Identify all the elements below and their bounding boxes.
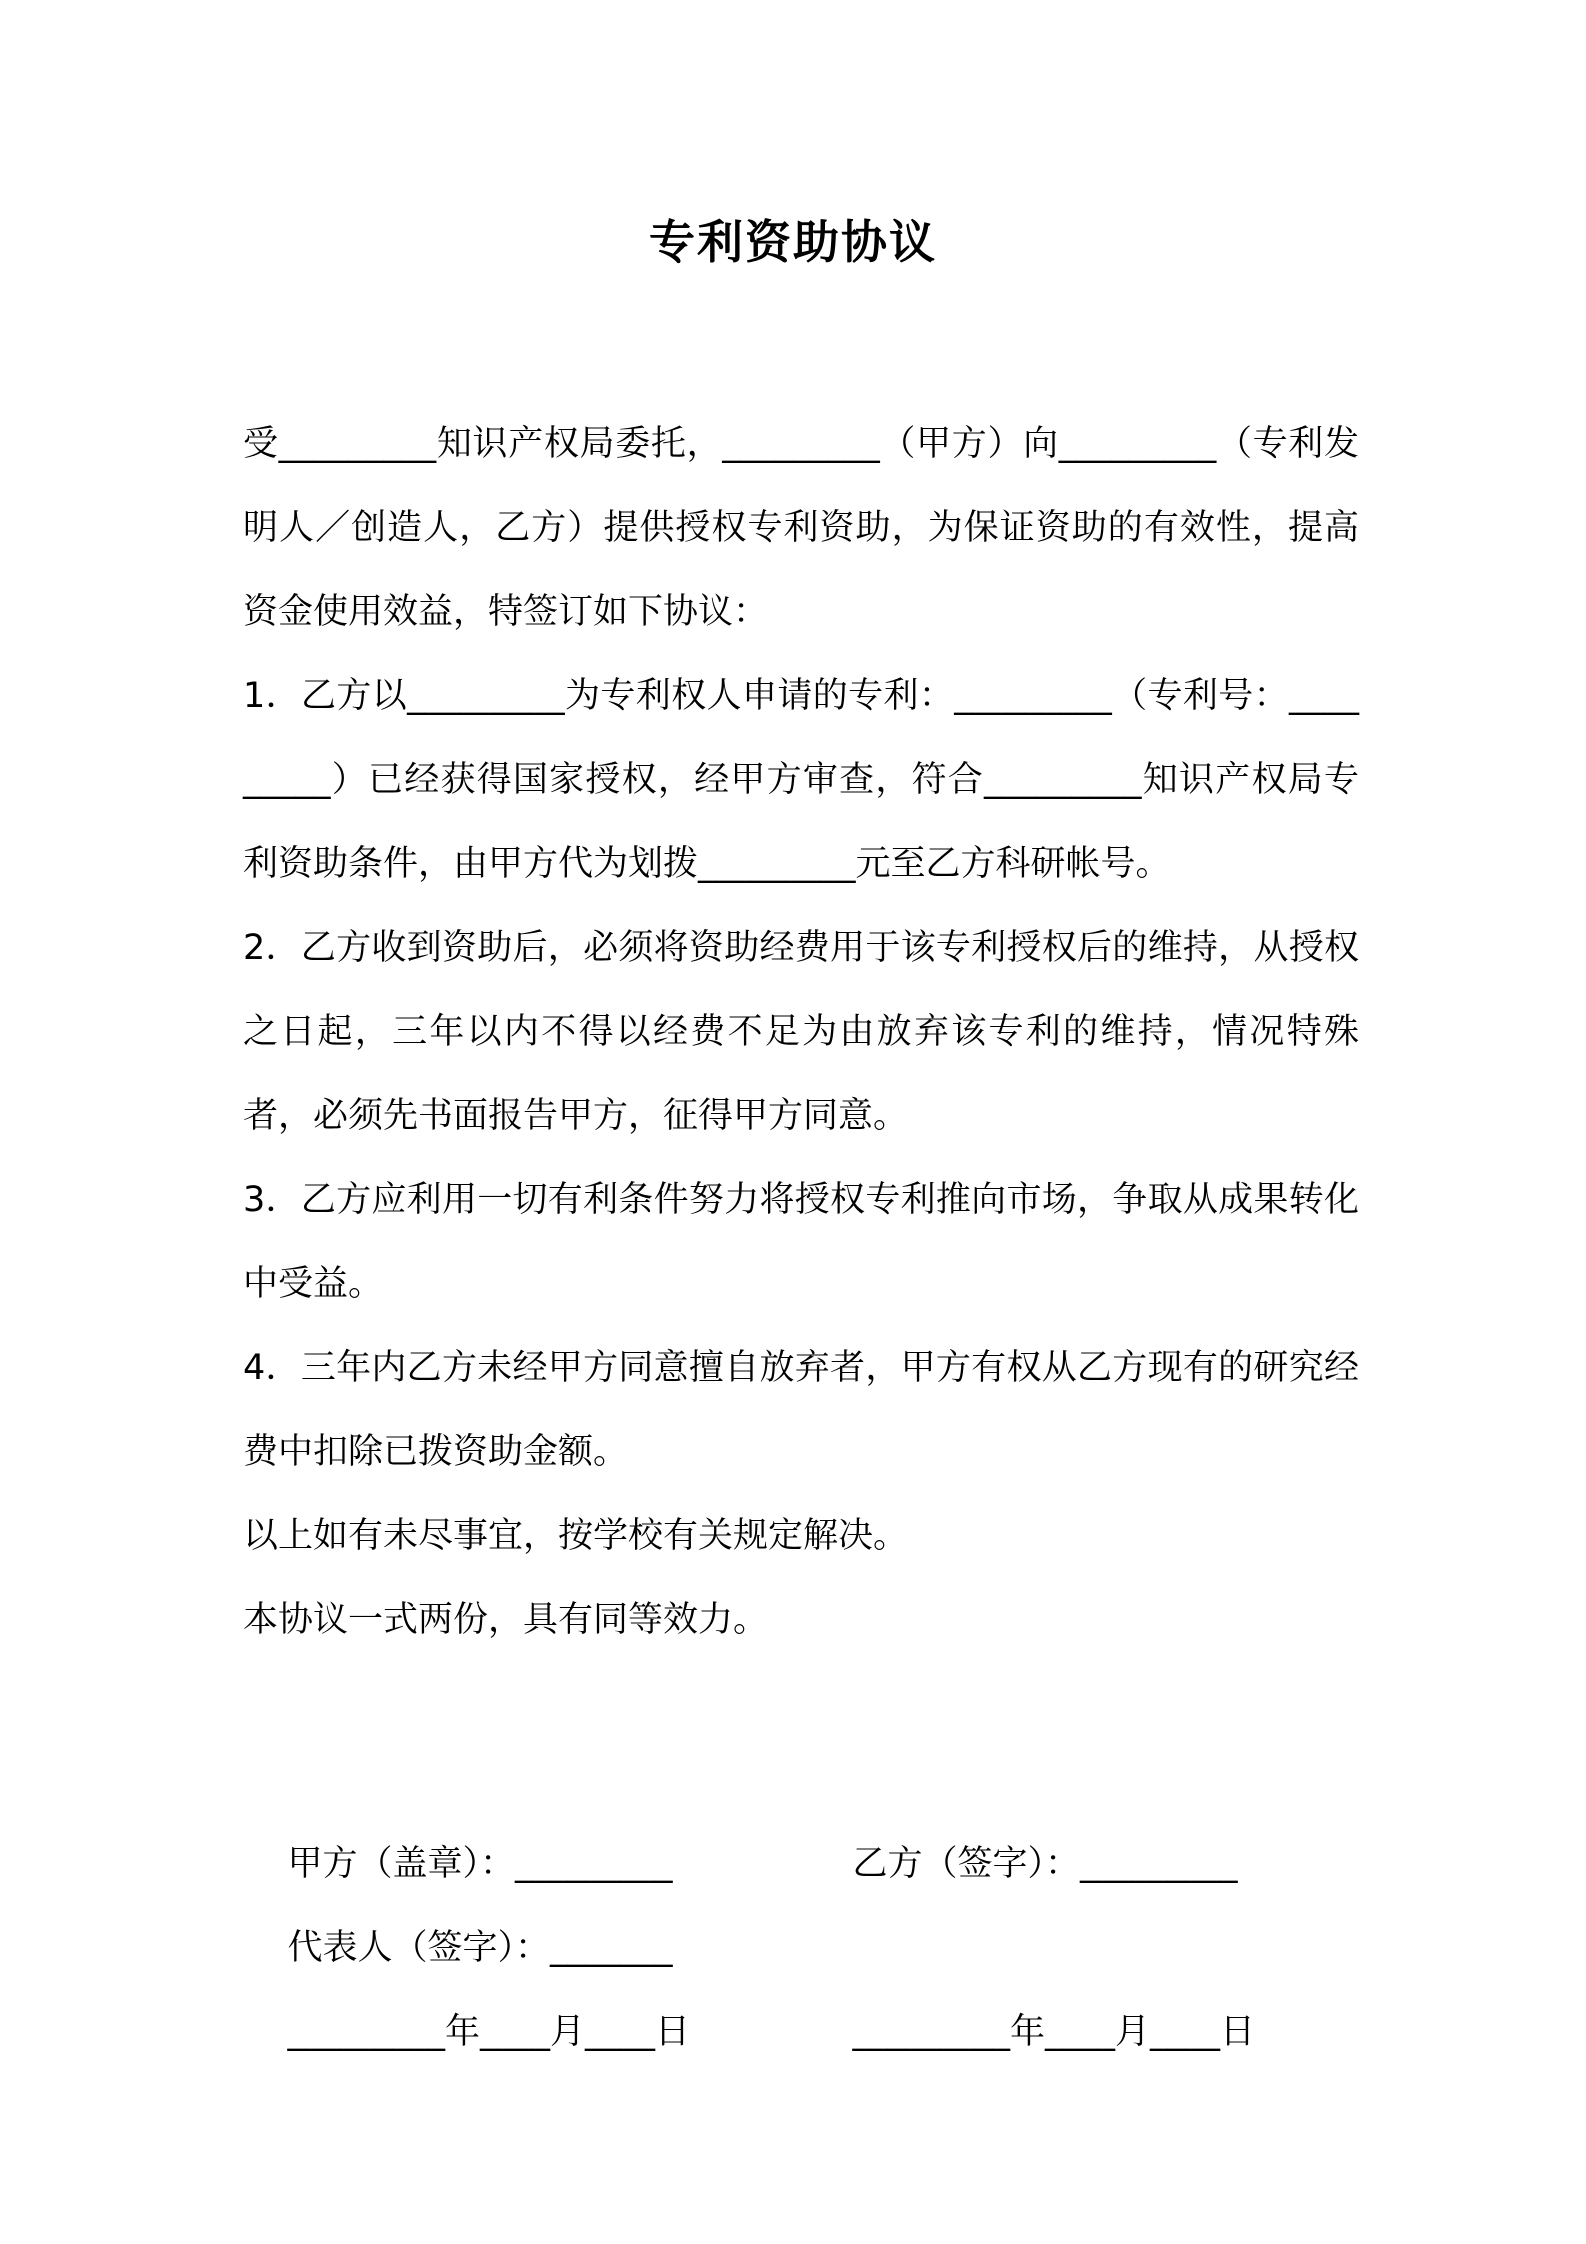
agreement-body — [243, 402, 1359, 1662]
clause-3: 3．乙方应利用一切有利条件努力将授权专利推向市场，争取从成果转化中受益。 — [243, 1180, 1359, 1304]
date-field-party-b: _________年____月____日 — [852, 2012, 1256, 2052]
date-field-party-a: _________年____月____日 — [287, 2012, 691, 2052]
note-copies: 本协议一式两份，具有同等效力。 — [243, 1600, 769, 1640]
signature-row-dates — [243, 1906, 1443, 2158]
clause-4: 4．三年内乙方未经甲方同意擅自放弃者，甲方有权从乙方现有的研究经费中扣除已拨资助金额。 — [243, 1348, 1359, 1472]
representative-sign-field: 代表人（签字）：_______ — [287, 1928, 673, 1968]
party-b-sign-field: 乙方（签字）：_________ — [852, 1844, 1238, 1884]
party-a-seal-field: 甲方（盖章）：_________ — [287, 1844, 673, 1884]
note-unresolved-matters: 以上如有未尽事宜，按学校有关规定解决。 — [243, 1516, 909, 1556]
intro-paragraph: 受_________知识产权局委托，_________（甲方）向_________（专利发明人／创造人，乙方）提供授权专利资助，为保证资助的有效性，提高资金使用效益，特签订如下协议： — [243, 424, 1359, 632]
clause-2: 2．乙方收到资助后，必须将资助经费用于该专利授权后的维持，从授权之日起，三年以内不得以经费不足为由放弃该专利的维持，情况特殊者，必须先书面报告甲方，征得甲方同意。 — [243, 928, 1359, 1136]
document-title: 专利资助协议 — [649, 215, 937, 269]
clause-1: 1．乙方以_________为专利权人申请的专利：_________（专利号：_________）已经获得国家授权，经甲方审查，符合_________知识产权局专利资助条件，由甲方代为划拨_________元至乙方科研帐号。 — [243, 676, 1359, 884]
